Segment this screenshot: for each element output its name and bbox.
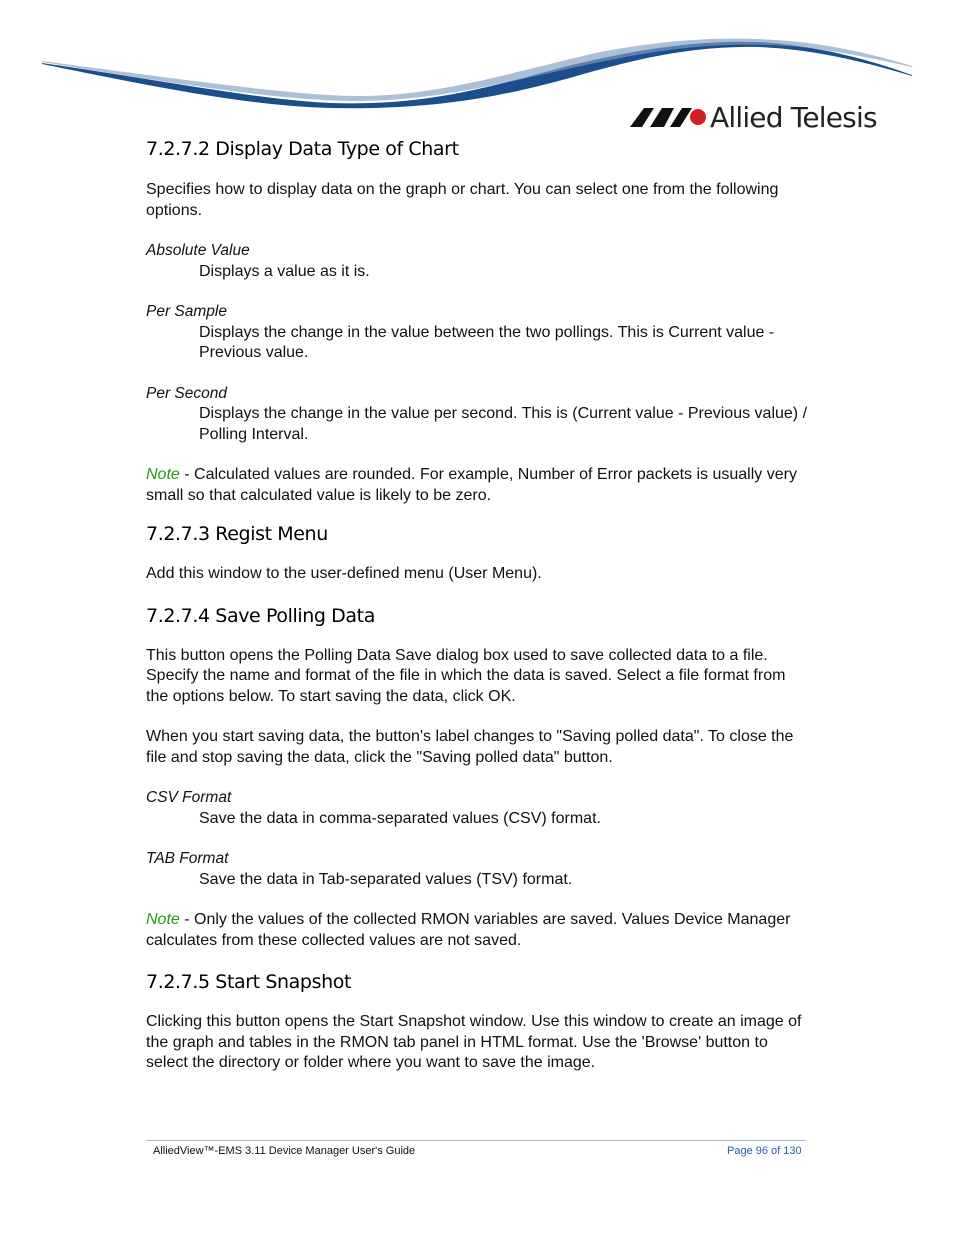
definition-term: CSV Format (146, 789, 232, 806)
footer-title: AlliedView™-EMS 3.11 Device Manager User's Guide (153, 1145, 416, 1157)
section-paragraph: Clicking this button opens the Start Snapshot window. Use this window to create an image of the graph and tables in the RMON tab panel in HTML format. Use the 'Browse' button to select the directory or folder where you want to save the image. (146, 1013, 802, 1071)
note-text: - Calculated values are rounded. For example, Number of Error packets is usually very small so that calculated value is likely to be zero. (146, 466, 797, 504)
section-heading: 7.2.7.4 Save Polling Data (146, 604, 375, 627)
section-paragraph: This button opens the Polling Data Save dialog box used to save collected data to a file. Specify the name and format of the file in which the data is saved. Select a file format from the options below. To start saving the data, click OK. (146, 646, 786, 705)
note-text: - Only the values of the collected RMON variables are saved. Values Device Manager calculates from these collected values are not saved. (146, 911, 791, 949)
definition-desc: Save the data in Tab-separated values (TSV) format. (199, 870, 573, 888)
note-paragraph (146, 465, 808, 506)
definition-term: Per Sample (146, 303, 227, 320)
section-paragraph: When you start saving data, the button's label changes to "Saving polled data". To close the file and stop saving the data, click the "Saving polled data" button. (146, 728, 794, 766)
section-heading: 7.2.7.5 Start Snapshot (146, 971, 351, 993)
page-number: Page 96 of 130 (727, 1145, 802, 1157)
definition-desc: Displays the change in the value between the two pollings. This is Current value - Previous value. (199, 323, 775, 361)
definition-term: Per Second (146, 384, 227, 402)
section-heading: 7.2.7.2 Display Data Type of Chart (146, 138, 459, 160)
section-intro: Specifies how to display data on the graph or chart. You can select one from the following options. (146, 181, 779, 219)
document-body (146, 138, 808, 1074)
footer-divider (146, 1140, 806, 1141)
definition-term: Absolute Value (146, 242, 250, 259)
note-paragraph (146, 910, 808, 951)
note-label: Note (146, 911, 180, 928)
section-heading: 7.2.7.3 Regist Menu (146, 523, 328, 545)
definition-desc: Displays a value as it is. (199, 262, 370, 280)
note-label: Note (146, 466, 180, 483)
section-paragraph: Add this window to the user-defined menu (User Menu). (146, 565, 542, 582)
logo-wordmark: Allied Telesis (710, 101, 877, 134)
definition-desc: Save the data in comma-separated values (CSV) format. (199, 809, 601, 827)
definition-desc: Displays the change in the value per second. This is (Current value - Previous value) / Polling Interval. (199, 405, 808, 443)
definition-term: TAB Format (146, 850, 229, 867)
